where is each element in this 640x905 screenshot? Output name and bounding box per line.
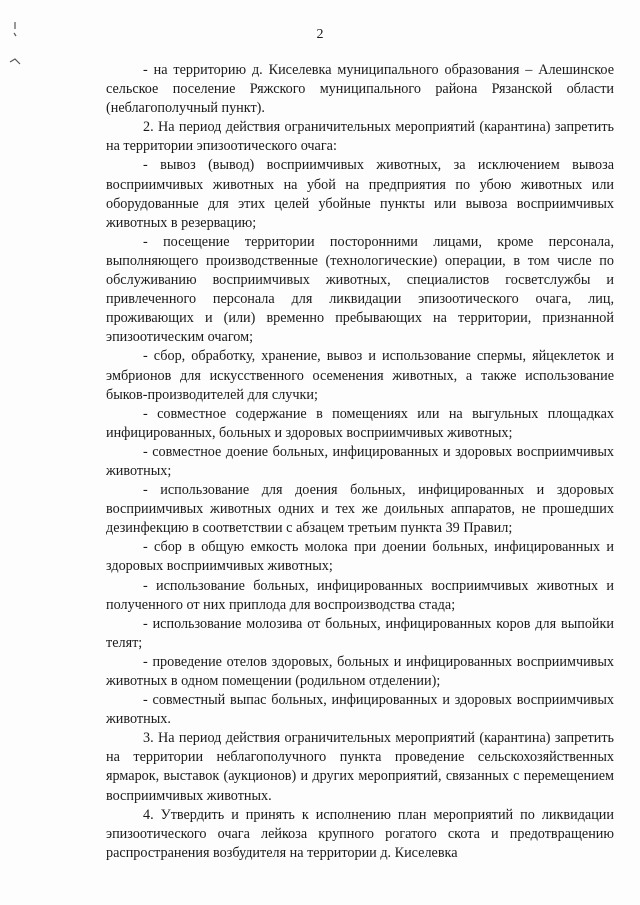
paragraph-grazing: - совместный выпас больных, инфицированных и здоровых восприимчивых животных.	[106, 692, 614, 728]
paragraph-sperm-embryos: - сбор, обработку, хранение, вывоз и использование спермы, яйцеклеток и эмбрионов для искусственного осеменения животных, а также использование быков-производителей для случки;	[106, 348, 614, 403]
document-body	[106, 61, 614, 863]
paragraph-territory: - на территорию д. Киселевка муниципального образования – Алешинское сельское поселение Ряжского муниципального района Рязанской области (неблагополучный пункт).	[106, 62, 614, 117]
paragraph-milking-machines: - использование для доения больных, инфицированных и здоровых восприимчивых животных одних и тех же доильных аппаратов, не прошедших дезинфекцию в соответствии с абзацем третьим пункта 39 Правил;	[106, 482, 614, 537]
paragraph-calving: - проведение отелов здоровых, больных и инфицированных восприимчивых животных в одном помещении (родильном отделении);	[106, 653, 614, 689]
paragraph-colostrum: - использование молозива от больных, инфицированных коров для выпойки телят;	[106, 615, 614, 651]
paragraph-visitors: - посещение территории посторонними лицами, кроме персонала, выполняющего производственные (технологические) операции, в том числе по обслуживанию восприимчивых животных, специалистов госветслужбы и привлеченного персонала для ликвидации эпизоотического очага, лиц, проживающих и (или) временно пребывающих на территории, признанной эпизоотическим очагом;	[106, 233, 614, 346]
page-number: 2	[316, 27, 324, 42]
paragraph-milk-collection: - сбор в общую емкость молока при доении больных, инфицированных и здоровых восприимчивых животных;	[106, 539, 614, 575]
paragraph-fairs: 3. На период действия ограничительных мероприятий (карантина) запретить на территории неблагополучного пункта проведение сельскохозяйственных ярмарок, выставок (аукционов) и других мероприятий, связанных с перемещением восприимчивых животных.	[106, 730, 614, 804]
paragraph-joint-keeping: - совместное содержание в помещениях или на выгульных площадках инфицированных, больных и здоровых восприимчивых животных;	[106, 405, 614, 441]
paragraph-animal-export: - вывоз (вывод) восприимчивых животных, за исключением вывоза восприимчивых животных на убой на предприятия по убою животных или оборудованные для этих целей убойные пункты или вывоза восприимчивых животных в резервацию;	[106, 157, 614, 231]
paragraph-joint-milking: - совместное доение больных, инфицированных и здоровых восприимчивых животных;	[106, 443, 614, 479]
paragraph-reproduction: - использование больных, инфицированных восприимчивых животных и полученного от них приплода для воспроизводства стада;	[106, 577, 614, 613]
paragraph-plan: 4. Утвердить и принять к исполнению план мероприятий по ликвидации эпизоотического очага лейкоза крупного рогатого скота и предотвращению распространения возбудителя на территории д. Киселевка	[106, 806, 614, 861]
paragraph-quarantine-prohibitions: 2. На период действия ограничительных мероприятий (карантина) запретить на территории эпизоотического очага:	[106, 119, 614, 155]
